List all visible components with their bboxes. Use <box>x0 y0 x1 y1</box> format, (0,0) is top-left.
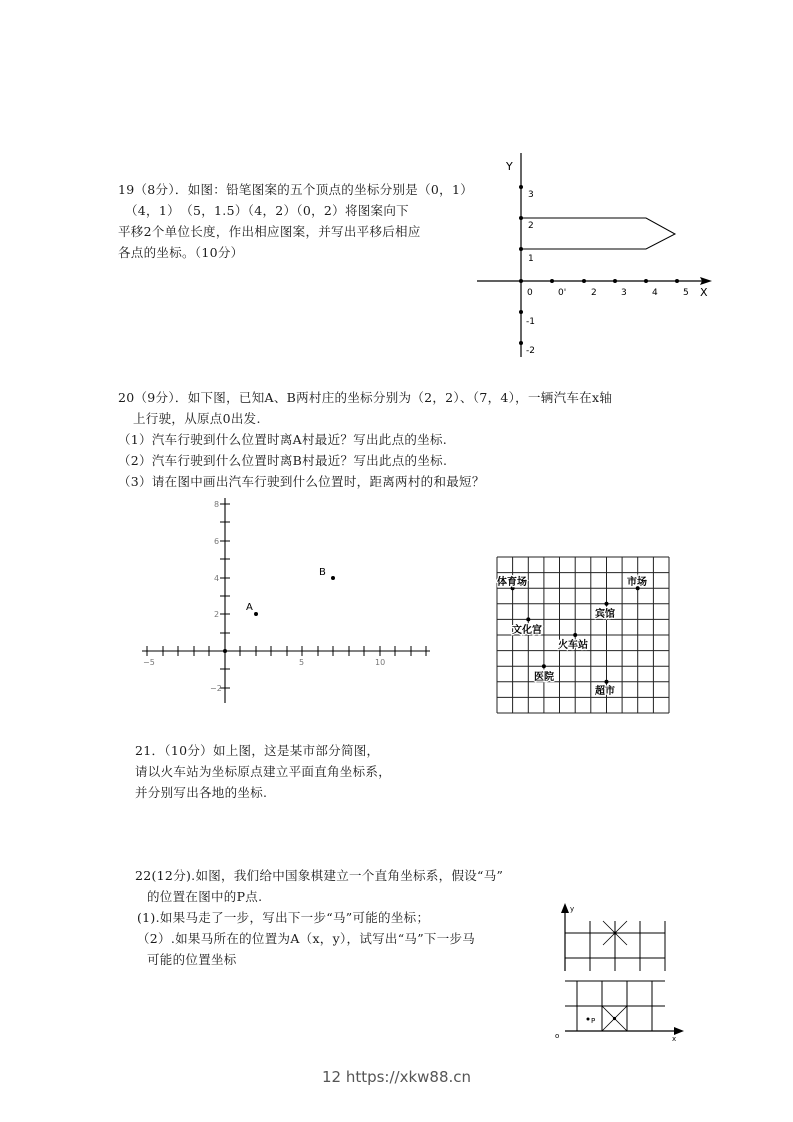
q20-line-3: （1）汽车行驶到什么位置时离A村最近？写出此点的坐标. <box>118 432 448 447</box>
page-footer: 12 https://xkw88.cn <box>321 1068 472 1086</box>
q21-line-1: 21．（10分）如上图，这是某市部分简图， <box>135 743 380 758</box>
tick-label: 5 <box>299 658 305 667</box>
place-stadium: 体育场 <box>497 577 527 588</box>
place-hospital: 医院 <box>534 672 554 683</box>
q19-line-2: （4，1） （5，1.5）（4，2）（0，2）将图案向下 <box>125 203 409 218</box>
q19-y-axis-label: Y <box>506 160 513 173</box>
tick-label: 2 <box>528 221 534 231</box>
tick-label: 6 <box>214 537 220 546</box>
tick-label: 8 <box>214 500 220 509</box>
tick-label: −2 <box>210 684 222 693</box>
q22-line-3: (1).如果马走了一步，写出下一步“马”可能的坐标； <box>137 910 430 925</box>
tick-label: 4 <box>652 288 658 298</box>
tick-label: 2 <box>214 610 220 619</box>
q19-line-4: 各点的坐标。（10分） <box>118 245 244 260</box>
q22-x-axis-label: x <box>672 1035 677 1043</box>
tick-label: 3 <box>528 190 534 200</box>
tick-label: 0 <box>527 288 533 298</box>
q20-line-2: 上行驶，从原点0出发. <box>133 411 261 426</box>
place-train-station: 火车站 <box>558 640 588 651</box>
q22-y-axis-label: y <box>570 905 575 913</box>
tick-label: 3 <box>621 288 627 298</box>
tick-label: 1 <box>528 254 534 264</box>
place-market: 市场 <box>627 577 647 588</box>
x-axis-arrow-icon <box>674 1027 684 1035</box>
q22-line-5: 可能的位置坐标 <box>147 952 237 967</box>
origin-label: o <box>555 1032 560 1040</box>
tick-label: 2 <box>591 288 597 298</box>
q19-line-3: 平移2个单位长度，作出相应图案，并写出平移后相应 <box>118 224 421 239</box>
q21-line-2: 请以火车站为坐标原点建立平面直角坐标系， <box>135 764 392 779</box>
place-supermarket: 超市 <box>595 686 615 697</box>
tick-label: 4 <box>214 574 220 583</box>
q21-line-3: 并分别写出各地的坐标. <box>135 785 268 800</box>
q19-x-axis-label: X <box>700 286 708 299</box>
q20-line-1: 20（9分）．如下图，已知A、B两村庄的坐标分别为（2，2）、（7，4），一辆汽车在x轴 <box>118 390 613 405</box>
q19-line-1: 19（8分）．如图：铅笔图案的五个顶点的坐标分别是（0，1） <box>118 182 474 197</box>
place-hotel: 宾馆 <box>595 609 615 620</box>
q20-line-4: （2）汽车行驶到什么位置时离B村最近？写出此点的坐标. <box>118 453 448 468</box>
point-b-label: B <box>319 567 326 578</box>
tick-label: 10 <box>375 658 386 667</box>
point-p <box>587 1018 590 1021</box>
y-axis-arrow-icon <box>561 903 569 913</box>
q22-line-1: 22(12分).如图，我们给中国象棋建立一个直角坐标系，假设“马” <box>135 868 504 883</box>
q22-line-4: （2）.如果马所在的位置为A（x，y），试写出“马”下一步马 <box>137 931 476 946</box>
tick-label: -2 <box>526 346 535 356</box>
tick-label: 0' <box>558 288 567 298</box>
tick-label: -1 <box>526 317 535 327</box>
q20-line-5: （3）请在图中画出汽车行驶到什么位置时，距离两村的和最短？ <box>118 474 485 489</box>
q22-line-2: 的位置在图中的P点. <box>147 889 263 904</box>
point-a-label: A <box>246 602 253 613</box>
tick-label: −5 <box>143 658 155 667</box>
point-p-label: P <box>591 1017 596 1025</box>
tick-label: 5 <box>683 288 689 298</box>
place-cultural-palace: 文化宫 <box>512 625 542 636</box>
